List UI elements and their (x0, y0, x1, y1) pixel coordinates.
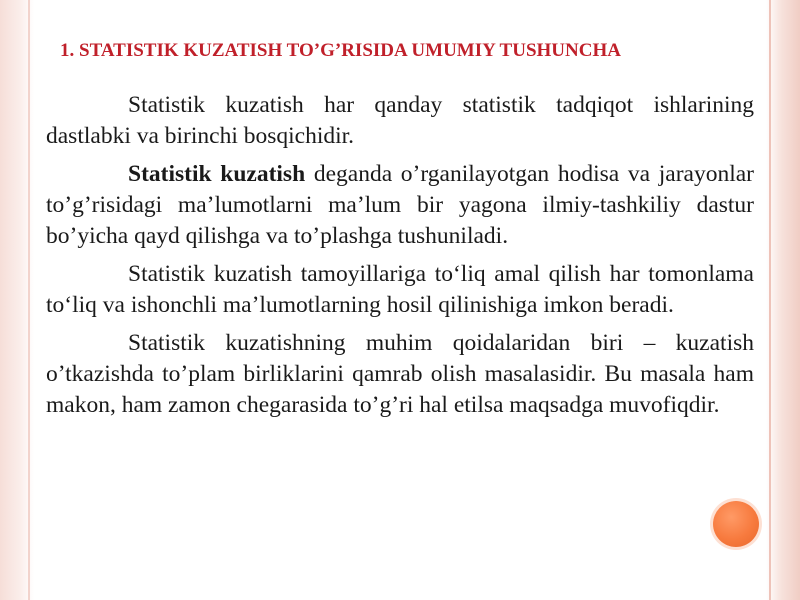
paragraph-2 (46, 159, 754, 252)
slide-body (46, 90, 754, 428)
paragraph-1 (46, 90, 754, 152)
paragraph-4-text: Statistik kuzatishning muhim qoidalaridan biri – kuzatish o’tkazishda to’plam birliklarini qamrab olish masalasidir. Bu masala ham makon, ham zamon chegarasida to’g’ri hal etilsa maqsadga muvofiqdir. (46, 330, 754, 418)
paragraph-3-text: Statistik kuzatish tamoyillariga to‘liq amal qilish har tomonlama to‘liq va ishonchli ma’lumotlarning hosil qilinishiga imkon beradi. (46, 261, 754, 318)
left-frame-border (0, 0, 34, 600)
paragraph-4 (46, 328, 754, 421)
slide-title: 1. STATISTIK KUZATISH TO’G’RISIDA UMUMIY TUSHUNCHA (60, 40, 621, 61)
orange-circle-decoration (713, 501, 759, 547)
paragraph-2-text: deganda o’rganilayotgan hodisa va jarayonlar to’g’risidagi ma’lumotlarni ma’lum bir yagona ilmiy-tashkiliy dastur bo’yicha qayd qilishga va to’plashga tushuniladi. (46, 161, 755, 249)
right-frame-border (766, 0, 800, 600)
paragraph-1-text: Statistik kuzatish har qanday statistik tadqiqot ishlarining dastlabki va birinchi bosqichidir. (46, 92, 754, 149)
paragraph-3 (46, 259, 754, 321)
paragraph-2-bold-term: Statistik kuzatish (128, 161, 306, 187)
